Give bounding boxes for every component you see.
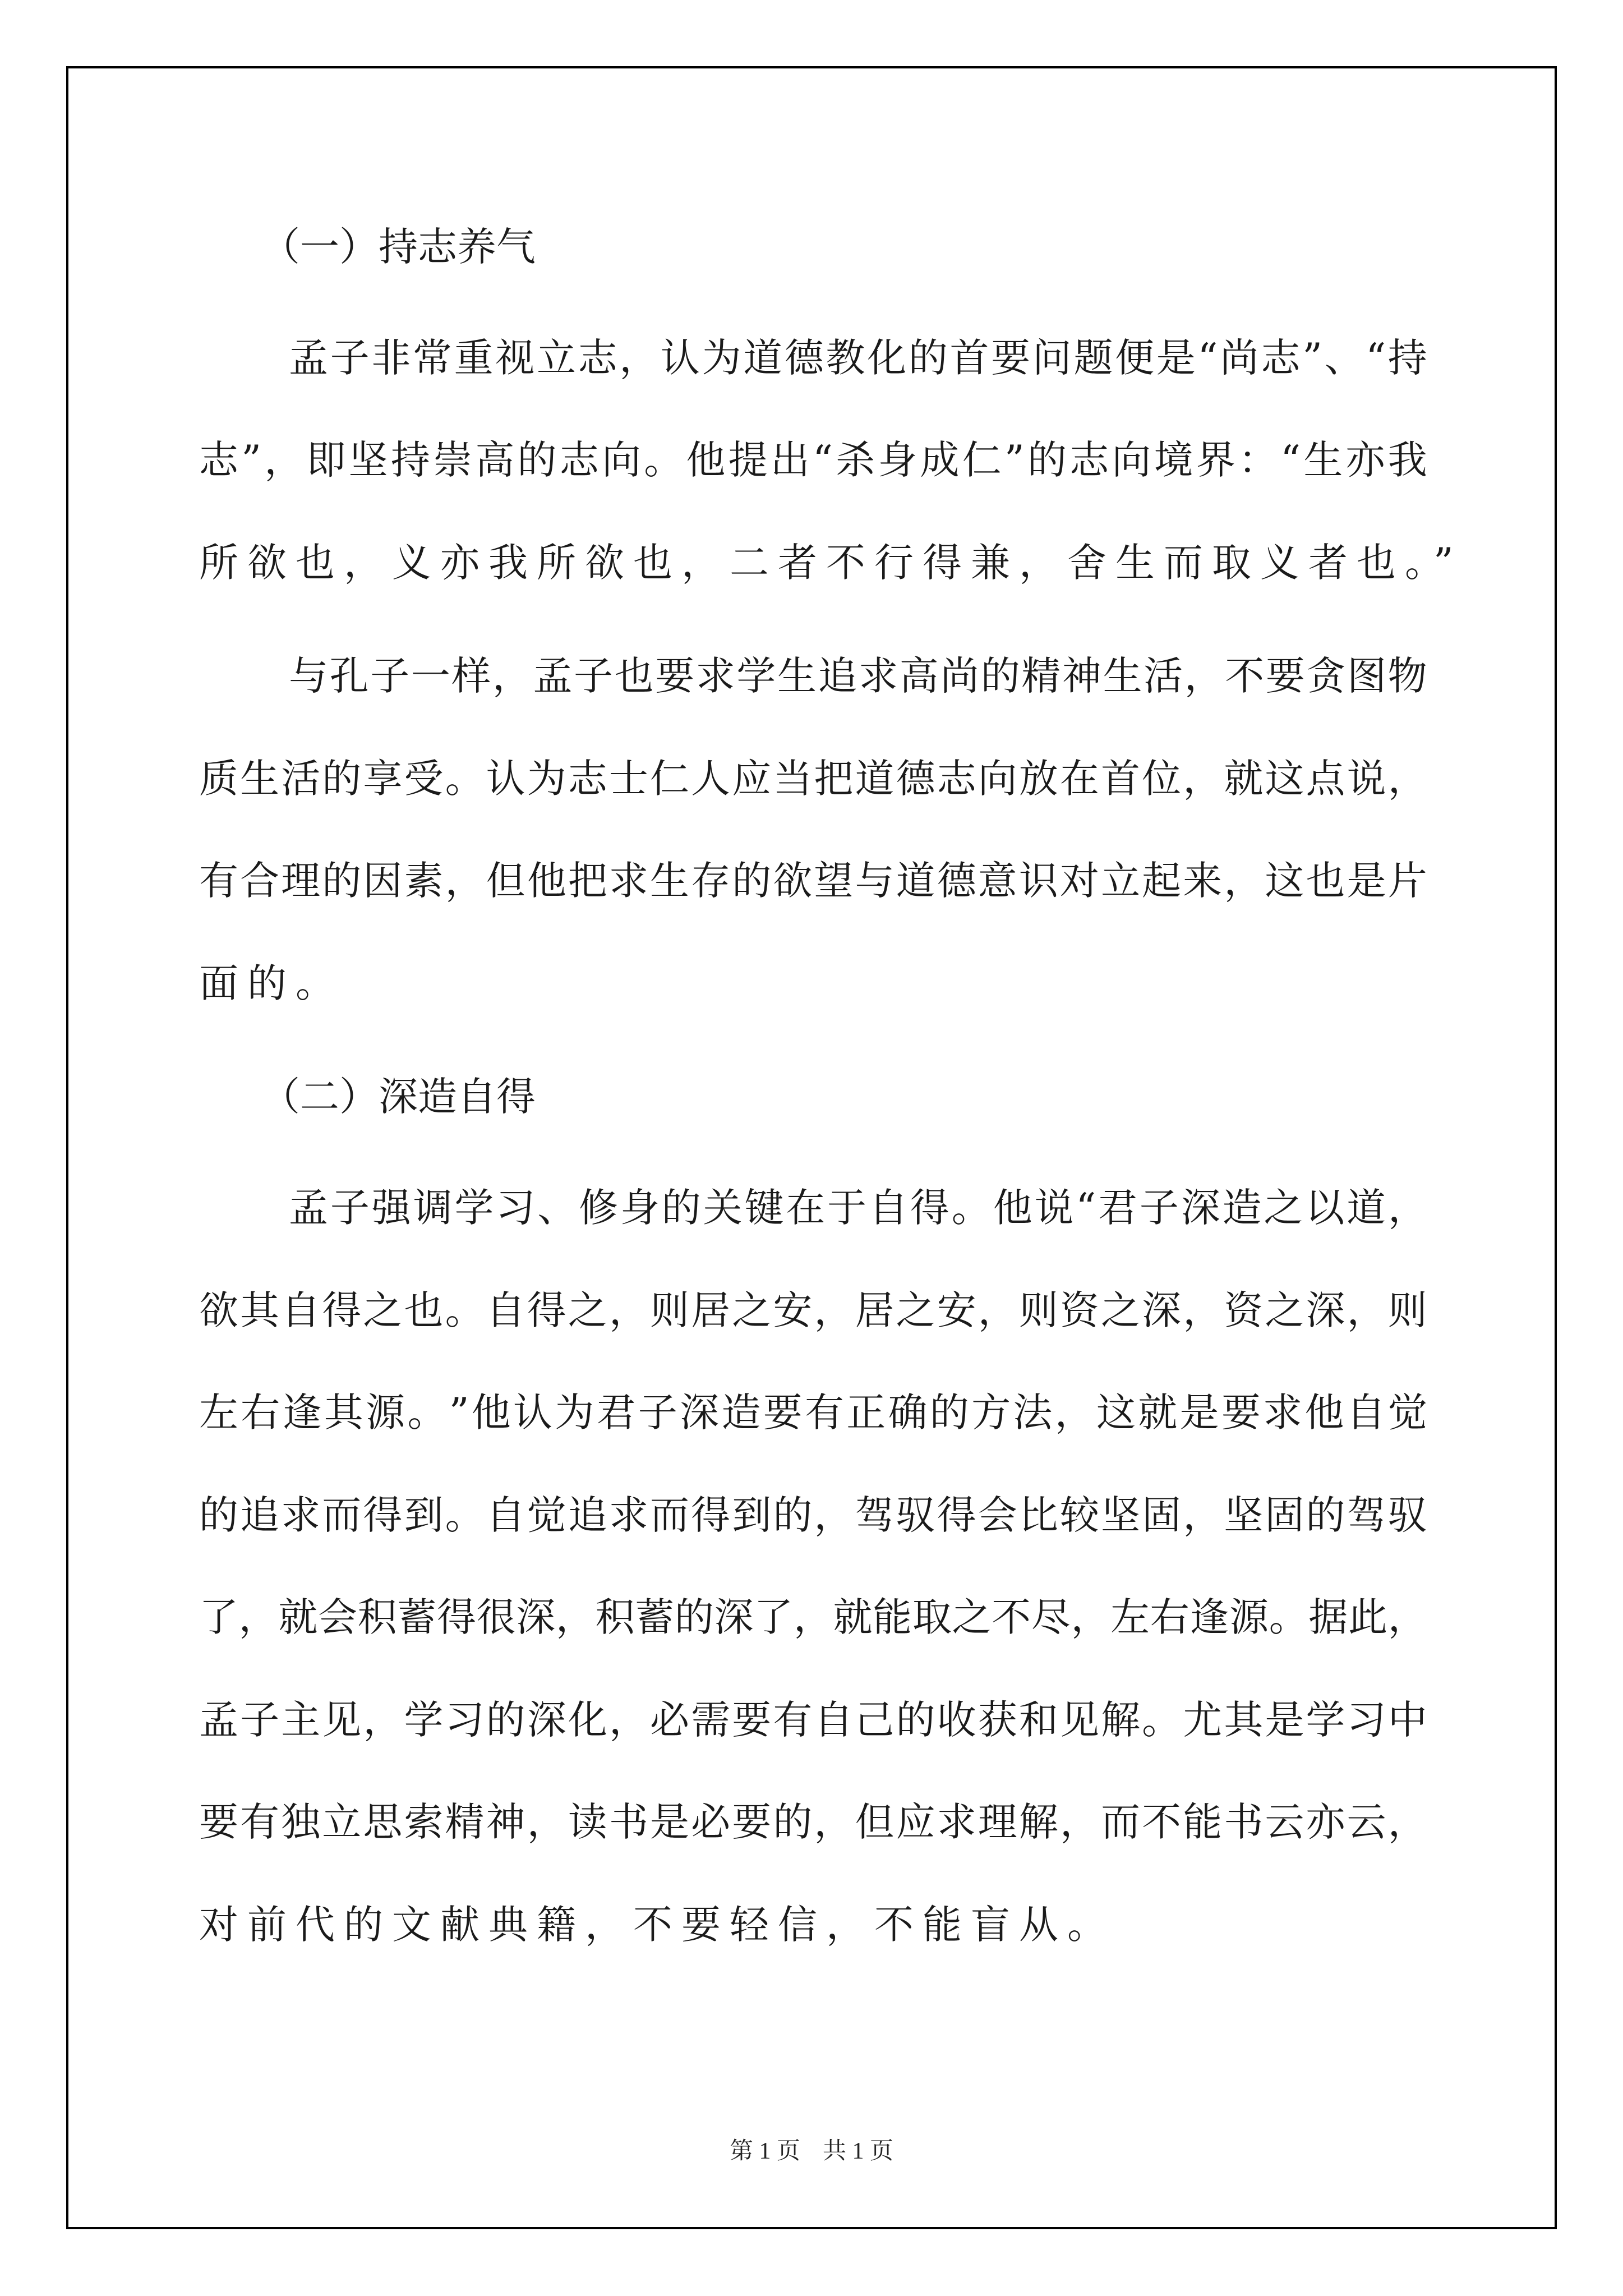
text-line: 要 有 独 立 思 索 精 神 ， 读 书 是 必 要 的 ， 但 应 求 理 解 ， 而 不 能 书 云 亦 云 ， — [199, 1799, 1427, 1845]
text-line: 所欲也，义亦我所欲也，二者不行得兼，舍生而取义者也。” — [199, 540, 1463, 586]
paragraph-line — [199, 1590, 1427, 1644]
text-line: 面的。 — [199, 960, 344, 1006]
paragraph-line — [199, 433, 1427, 487]
section-heading: （一）持志养气 — [261, 224, 536, 270]
text-line: 的 追 求 而 得 到 。 自 觉 追 求 而 得 到 的 ， 驾 驭 得 会 比 较 坚 固 ， 坚 固 的 驾 驭 — [199, 1492, 1427, 1538]
page-total: 共 1 页 — [823, 2138, 894, 2164]
paragraph-line — [199, 1693, 1427, 1747]
text-line: 有 合 理 的 因 素 ， 但 他 把 求 生 存 的 欲 望 与 道 德 意 识 对 立 起 来 ， 这 也 是 片 — [199, 858, 1427, 904]
paragraph-line — [199, 649, 1427, 703]
text-line: 左 右 逢 其 源 。 ” 他 认 为 君 子 深 造 要 有 正 确 的 方 法 ， 这 就 是 要 求 他 自 觉 — [199, 1389, 1427, 1435]
section-heading: （二）深造自得 — [261, 1074, 536, 1120]
paragraph-line — [199, 956, 1427, 1010]
page-number: 第 1 页 — [729, 2138, 800, 2164]
paragraph-line — [199, 1488, 1427, 1542]
text-line: 孟 子 强 调 学 习 、 修 身 的 关 键 在 于 自 得 。 他 说 “ 君 子 深 造 之 以 道 ， — [289, 1185, 1427, 1231]
text-line: 对前代的文献典籍，不要轻信，不能盲从。 — [199, 1902, 1115, 1948]
text-line: 欲 其 自 得 之 也 。 自 得 之 ， 则 居 之 安 ， 居 之 安 ， 则 资 之 深 ， 资 之 深 ， 则 — [199, 1287, 1427, 1333]
text-line: 了 ， 就 会 积 蓄 得 很 深 ， 积 蓄 的 深 了 ， 就 能 取 之 不 尽 ， 左 右 逢 源 。 据 此 ， — [199, 1594, 1427, 1640]
paragraph-line — [199, 752, 1427, 806]
page-footer — [0, 2134, 1623, 2168]
text-line: 志 ” ， 即 坚 持 崇 高 的 志 向 。 他 提 出 “ 杀 身 成 仁 ” 的 志 向 境 界 ： “ 生 亦 我 — [199, 437, 1427, 483]
text-line: 与 孔 子 一 样 ， 孟 子 也 要 求 学 生 追 求 高 尚 的 精 神 生 活 ， 不 要 贪 图 物 — [289, 653, 1427, 699]
paragraph-line — [199, 1386, 1427, 1439]
paragraph-line — [199, 1283, 1427, 1337]
paragraph-line — [199, 1181, 1427, 1235]
paragraph-line — [199, 331, 1427, 385]
text-line: 孟 子 非 常 重 视 立 志 ， 认 为 道 德 教 化 的 首 要 问 题 便 是 “ 尚 志 ” 、 “ 持 — [289, 335, 1427, 381]
paragraph-line — [199, 854, 1427, 908]
paragraph-line — [199, 536, 1463, 590]
text-line: 孟 子 主 见 ， 学 习 的 深 化 ， 必 需 要 有 自 己 的 收 获 和 见 解 。 尤 其 是 学 习 中 — [199, 1697, 1427, 1743]
paragraph-line — [199, 1898, 1427, 1952]
text-line: 质 生 活 的 享 受 。 认 为 志 士 仁 人 应 当 把 道 德 志 向 放 在 首 位 ， 就 这 点 说 ， — [199, 756, 1427, 802]
paragraph-line — [199, 1795, 1427, 1849]
